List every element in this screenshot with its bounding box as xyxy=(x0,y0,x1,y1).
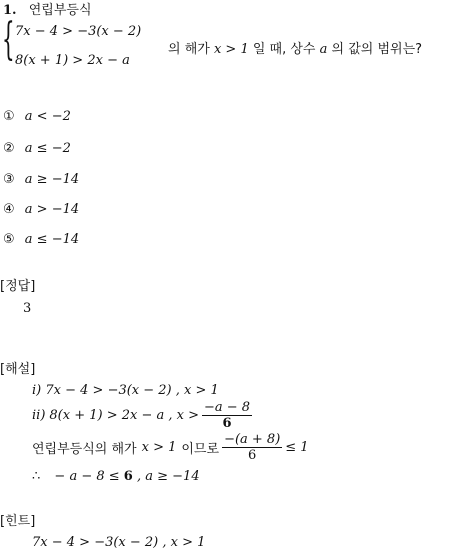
solution-label: [해설] xyxy=(0,362,36,377)
solution-line-4-bold: 6 xyxy=(123,469,133,484)
choice-expr: a < −2 xyxy=(24,109,71,124)
solution-line-3-text-post: 이므로 xyxy=(181,442,220,457)
prompt-pre: 의 해가 xyxy=(168,42,210,57)
solution-line-1-expr: 7x − 4 > −3(x − 2) , x > 1 xyxy=(45,383,219,398)
solution-line-4-expr-b: , a ≥ −14 xyxy=(136,469,200,484)
system-eq-1: 7x − 4 > −3(x − 2) xyxy=(15,24,142,39)
hint-expr: 7x − 4 > −3(x − 2) , x > 1 xyxy=(32,535,206,550)
system-eq-2: 8(x + 1) > 2x − a xyxy=(15,53,130,68)
solution-line-1 xyxy=(32,383,219,398)
choice-4[interactable] xyxy=(3,202,79,217)
choice-marker: ④ xyxy=(3,202,15,217)
solution-line-2 xyxy=(32,400,255,431)
choice-marker: ③ xyxy=(3,172,15,187)
solution-line-4 xyxy=(32,469,200,484)
choice-marker: ⑤ xyxy=(3,232,15,247)
answer-value: 3 xyxy=(23,301,32,316)
solution-line-2-marker: ii) xyxy=(32,408,46,423)
question-header xyxy=(3,0,92,18)
choice-5[interactable] xyxy=(3,232,79,247)
question-prompt xyxy=(168,38,422,57)
fraction-denominator: 6 xyxy=(248,448,257,463)
solution-line-3 xyxy=(32,432,309,463)
therefore-symbol: ∴ xyxy=(32,469,41,484)
choice-marker: ① xyxy=(3,109,15,124)
solution-line-3-cond: x > 1 xyxy=(141,440,177,455)
prompt-mid: 일 때, 상수 xyxy=(252,42,316,57)
solution-line-4-expr-a: − a − 8 ≤ xyxy=(54,469,120,484)
choice-expr: a ≤ −2 xyxy=(24,141,71,156)
solution-line-2-expr: 8(x + 1) > 2x − a , x > xyxy=(49,408,199,423)
fraction-numerator: −(a + 8) xyxy=(224,432,281,447)
answer-label: [정답] xyxy=(0,279,36,294)
solution-line-2-fraction xyxy=(202,400,252,431)
choice-1[interactable] xyxy=(3,109,71,124)
fraction-denominator: 6 xyxy=(222,416,232,431)
solution-line-3-text-pre: 연립부등식의 해가 xyxy=(32,442,137,457)
hint-label: [힌트] xyxy=(0,514,36,529)
question-number: 1. xyxy=(3,3,17,18)
solution-line-3-tail: ≤ 1 xyxy=(285,440,309,455)
choice-expr: a ≥ −14 xyxy=(24,172,80,187)
choice-2[interactable] xyxy=(3,141,71,156)
fraction-numerator: −a − 8 xyxy=(204,400,251,415)
choice-expr: a ≤ −14 xyxy=(24,232,80,247)
choice-expr: a > −14 xyxy=(24,202,80,217)
choice-marker: ② xyxy=(3,141,15,156)
solution-line-1-marker: i) xyxy=(32,383,42,398)
question-title: 연립부등식 xyxy=(28,3,92,18)
system-brace: { xyxy=(2,14,15,65)
prompt-post: 의 값의 범위는? xyxy=(331,42,423,57)
choice-3[interactable] xyxy=(3,172,79,187)
solution-line-3-fraction xyxy=(222,432,282,463)
prompt-condition: x > 1 xyxy=(213,42,249,57)
prompt-variable: a xyxy=(319,42,328,57)
